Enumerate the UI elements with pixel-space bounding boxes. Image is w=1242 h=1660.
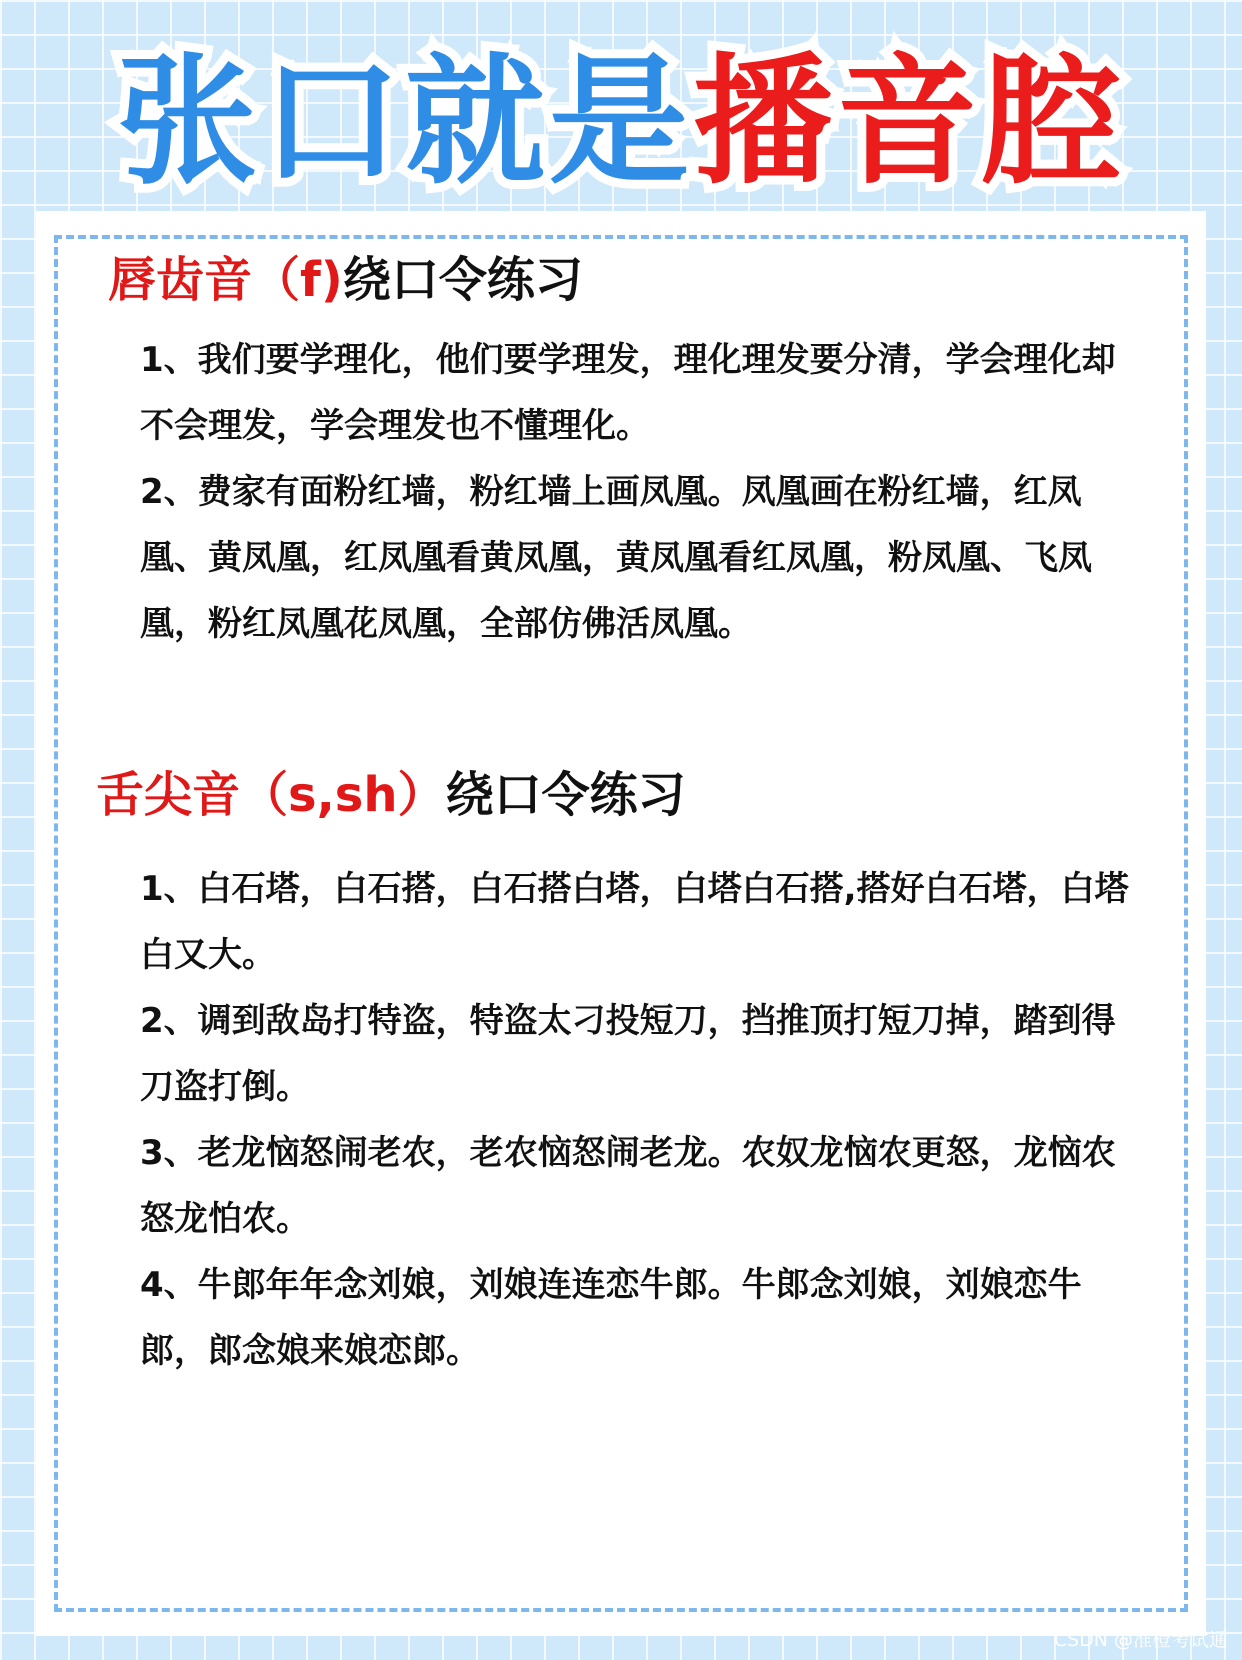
content-card xyxy=(36,211,1206,1636)
tongue-twister-item: 3、老龙恼怒闹老农，老农恼怒闹老龙。农奴龙恼农更怒，龙恼农怒龙怕农。 xyxy=(140,1133,1116,1239)
title-blue-part: 张口就是 xyxy=(116,41,693,204)
section-heading-red: 舌尖音（s,sh） xyxy=(96,767,446,823)
tongue-twister-item: 4、牛郎年年念刘娘，刘娘连连恋牛郎。牛郎念刘娘，刘娘恋牛郎，郎念娘来娘恋郎。 xyxy=(140,1265,1082,1371)
section-body-apical xyxy=(140,856,1140,1384)
section-heading-apical xyxy=(96,764,686,826)
section-heading-red: 唇齿音（f) xyxy=(108,252,343,308)
section-heading-labiodental xyxy=(108,249,583,311)
tongue-twister-item: 2、费家有面粉红墙，粉红墙上画凤凰。凤凰画在粉红墙，红凤凰、黄凤凰，红凤凰看黄凤凰，黄凤凰看红凤凰，粉凤凰、飞凤凰，粉红凤凰花凤凰，全部仿佛活凤凰。 xyxy=(140,472,1092,644)
tongue-twister-item: 1、白石塔，白石搭，白石搭白塔，白塔白石搭,搭好白石塔，白塔白又大。 xyxy=(140,869,1129,975)
section-heading-black: 绕口令练习 xyxy=(342,252,583,308)
section-body-labiodental xyxy=(140,327,1140,657)
tongue-twister-item: 2、调到敌岛打特盗，特盗太刁投短刀，挡推顶打短刀掉，踏到得刀盗打倒。 xyxy=(140,1001,1116,1107)
watermark: CSDN @准橙考试通 xyxy=(1053,1629,1228,1651)
section-heading-black: 绕口令练习 xyxy=(445,767,686,823)
title-red-part: 播音腔 xyxy=(693,41,1126,204)
page-title xyxy=(0,38,1242,208)
tongue-twister-item: 1、我们要学理化，他们要学理发，理化理发要分清，学会理化却不会理发，学会理发也不懂理化。 xyxy=(140,340,1116,446)
